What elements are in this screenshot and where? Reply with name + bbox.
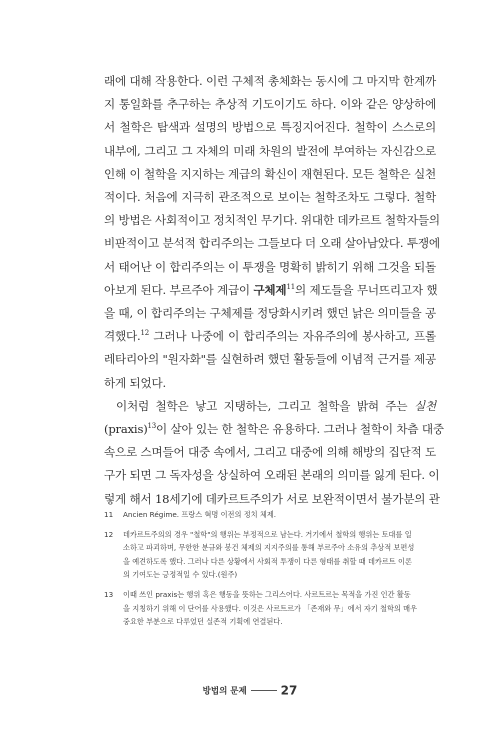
body-line: 렇게 해서 18세기에 데카르트주의가 서로 보완적이면서 불가분의 관 — [104, 491, 440, 506]
footnote-line: 중요한 부분으로 다루었던 실존적 기획에 연결된다. — [123, 617, 283, 627]
body-line: 레타리아의 "원자화"를 실현하려 했던 활동들에 이념적 근거를 제공 — [104, 352, 436, 367]
footnote-line: Ancien Régime. 프랑스 혁명 이전의 정치 체제. — [123, 510, 277, 519]
footnote-12 — [104, 528, 439, 582]
footnote-number: 12 — [104, 529, 114, 539]
body-line: 적이다. 처음에 지극히 관조적으로 보이는 철학조차도 그렇다. 철학 — [104, 190, 436, 205]
running-section-title: 방법의 문제 — [202, 686, 247, 697]
term-praxis-italic: 실천 — [414, 398, 436, 413]
body-line-with-italic — [104, 395, 436, 418]
body-line-part: 의 제도들을 무너뜨리고자 했 — [294, 282, 438, 297]
footnote-number: 11 — [104, 510, 114, 519]
term-ancien-regime: 구체제 — [253, 282, 287, 297]
footnote-text — [123, 588, 439, 629]
body-line: 서 철학은 탐색과 설명의 방법으로 특징지어진다. 철학이 스스로의 — [104, 120, 436, 135]
footnote-line: 데카르트주의의 경우 "철학"의 행위는 부정적으로 남는다. 거기에서 철학의 행위는 토대를 일 — [123, 529, 412, 539]
body-line: 을 때, 이 합리주의는 구체제를 정당화시키려 했던 낡은 의미들을 공 — [104, 306, 436, 321]
footnote-11 — [104, 508, 439, 522]
footnote-ref-12[interactable]: 12 — [140, 329, 149, 338]
body-line-with-term — [104, 279, 436, 302]
body-line-part: 격했다. — [104, 329, 141, 344]
footnote-text — [123, 508, 439, 522]
footnote-line: 을 예견하도록 했다. 그러나 다른 상황에서 사회적 투쟁이 다른 형태를 취할 때 데카르트 이론 — [123, 556, 412, 566]
footnote-text — [123, 528, 439, 582]
footnote-ref-11[interactable]: 11 — [286, 282, 295, 291]
body-line: 서 태어난 이 합리주의는 이 투쟁을 명확히 밝히기 위해 그것을 되돌 — [104, 259, 436, 274]
body-line: 내부에, 그리고 그 자체의 미래 차원의 발전에 부여하는 자신감으로 — [104, 143, 436, 158]
body-line: 지 통일화를 추구하는 추상적 기도이기도 하다. 이와 같은 양상하에 — [104, 97, 436, 112]
body-line-with-ref — [104, 418, 444, 441]
body-line-part: 이처럼 철학은 낳고 지탱하는, 그리고 철학을 밝혀 주는 — [116, 398, 414, 413]
footnote-13 — [104, 588, 439, 629]
body-line-part: 아보게 된다. 부르주아 계급이 — [104, 282, 254, 297]
page-footer — [0, 680, 500, 699]
body-line-with-ref — [104, 325, 436, 348]
body-line: 인해 이 철학을 지지하는 계급의 확신이 재현된다. 모든 철학은 실천 — [104, 166, 436, 181]
body-line-part: 그러나 나중에 이 합리주의는 자유주의에 봉사하고, 프롤 — [149, 329, 436, 344]
body-text — [104, 70, 444, 511]
footnote-line: 의 기여도는 긍정적일 수 있다.(원주) — [123, 570, 238, 580]
body-line: 하게 되었다. — [104, 375, 166, 390]
page-number: 27 — [280, 683, 298, 698]
footnote-ref-13[interactable]: 13 — [147, 422, 157, 431]
footnote-line: 소하고 파괴하며, 무한한 분규와 봉건 체제의 지지주의를 통해 부르주아 소유의 추상적 보편성 — [123, 543, 415, 553]
body-line: 속으로 스며들어 대중 속에서, 그리고 대중에 의해 해방의 집단적 도 — [104, 445, 436, 460]
body-line: 구가 되면 그 독자성을 상실하여 오래된 본래의 의미를 잃게 된다. 이 — [104, 468, 440, 483]
footnote-line: 이때 쓰인 praxis는 행위 혹은 행동을 뜻하는 그리스어다. 사르트르는 목적을 가진 인간 활동 — [123, 589, 411, 599]
body-line: 비판적이고 분석적 합리주의는 그들보다 더 오래 살아남았다. 투쟁에 — [104, 236, 440, 251]
footnote-line: 을 지칭하기 위해 이 단어를 사용했다. 이것은 사르트르가 「존재와 무」에서 자기 철학의 매우 — [123, 603, 418, 613]
body-line-part: (praxis) — [104, 422, 148, 437]
footnote-number: 13 — [104, 589, 114, 599]
footnotes — [104, 508, 439, 635]
footer-divider — [251, 690, 277, 691]
body-line: 래에 대해 작용한다. 이런 구체적 총체화는 동시에 그 마지막 한계까 — [104, 74, 436, 88]
body-line: 의 방법은 사회적이고 정치적인 무기다. 위대한 데카르트 철학자들의 — [104, 213, 440, 228]
body-line-part: 이 살아 있는 한 철학은 유용하다. 그러나 철학이 차츰 대중 — [156, 422, 444, 437]
